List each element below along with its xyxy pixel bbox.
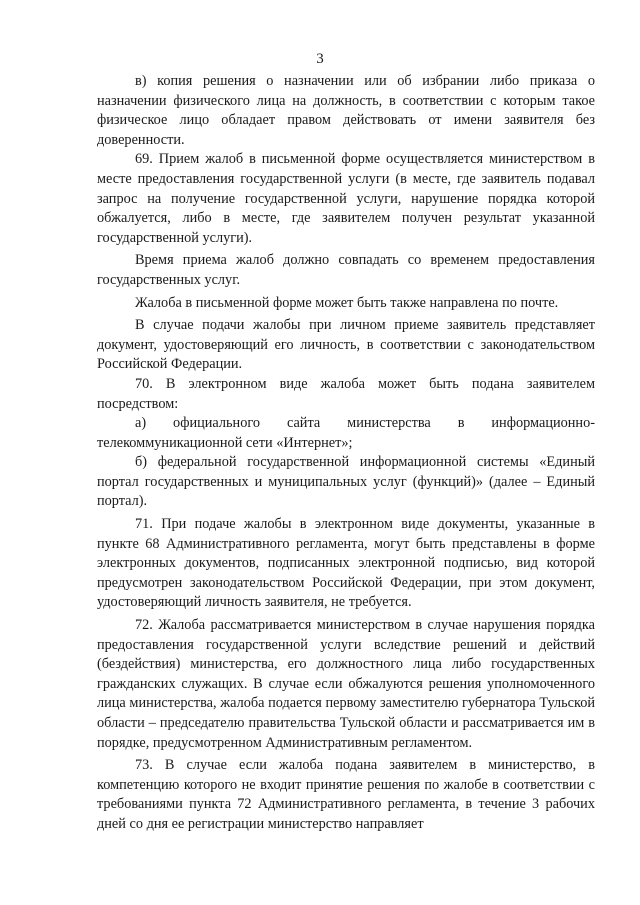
paragraph-71: 71. При подаче жалобы в электронном виде документы, указанные в пункте 68 Административного регламента, могут быть представлены в форме электронных документов, подписанных электронной подписью, вид которой предусмотрен законодательством Российской Федерации, при этом документ, удостоверяющий личность заявителя, не требуется. <box>97 516 595 611</box>
page-number: 3 <box>316 51 324 67</box>
paragraph-70: 70. В электронном виде жалоба может быть подана заявителем посредством: <box>97 375 595 412</box>
document-body <box>97 72 595 835</box>
paragraph-post: Жалоба в письменной форме может быть также направлена по почте. <box>135 294 559 311</box>
paragraph-73: 73. В случае если жалоба подана заявителем в министерство, в компетенцию которого не входит принятие решения по жалобе в соответствии с требованиями пункта 72 Административного регламента, в течение 3 рабочих дней со дня ее регистрации министерство направляет <box>97 757 595 832</box>
paragraph-69: 69. Прием жалоб в письменной форме осуществляется министерством в месте предоставления государственной услуги (в месте, где заявитель подавал запрос на получение государственной услуги, нарушение порядка которой обжалуется, либо в месте, где заявителем получен результат указанной государственной услуги). <box>97 151 595 246</box>
paragraph-72: 72. Жалоба рассматривается министерством в случае нарушения порядка предоставления государственной услуги вследствие решений и действий (бездействия) министерства, его должностного лица либо государственных гражданских служащих. В случае если обжалуются решения уполномоченного лица министерства, жалоба подается первому заместителю губернатора Тульской области – председателю правительства Тульской области и рассматривается им в порядке, предусмотренном Административным регламентом. <box>97 617 595 751</box>
paragraph-personal: В случае подачи жалобы при личном приеме заявитель представляет документ, удостоверяющий его личность, в соответствии с законодательством Российской Федерации. <box>97 317 595 373</box>
paragraph-70a: а) официального сайта министерства в информационно-телекоммуникационной сети «Интернет»; <box>97 415 595 451</box>
paragraph-copy-decision: в) копия решения о назначении или об избрании либо приказа о назначении физического лица на должность, в соответствии с которым такое физическое лицо обладает правом действовать от имени заявителя без доверенности. <box>97 73 595 148</box>
paragraph-70b: б) федеральной государственной информационной системы «Единый портал государственных и муниципальных услуг (функций)» (далее – Единый портал). <box>97 454 595 510</box>
paragraph-time: Время приема жалоб должно совпадать со временем предоставления государственных услуг. <box>97 252 595 288</box>
